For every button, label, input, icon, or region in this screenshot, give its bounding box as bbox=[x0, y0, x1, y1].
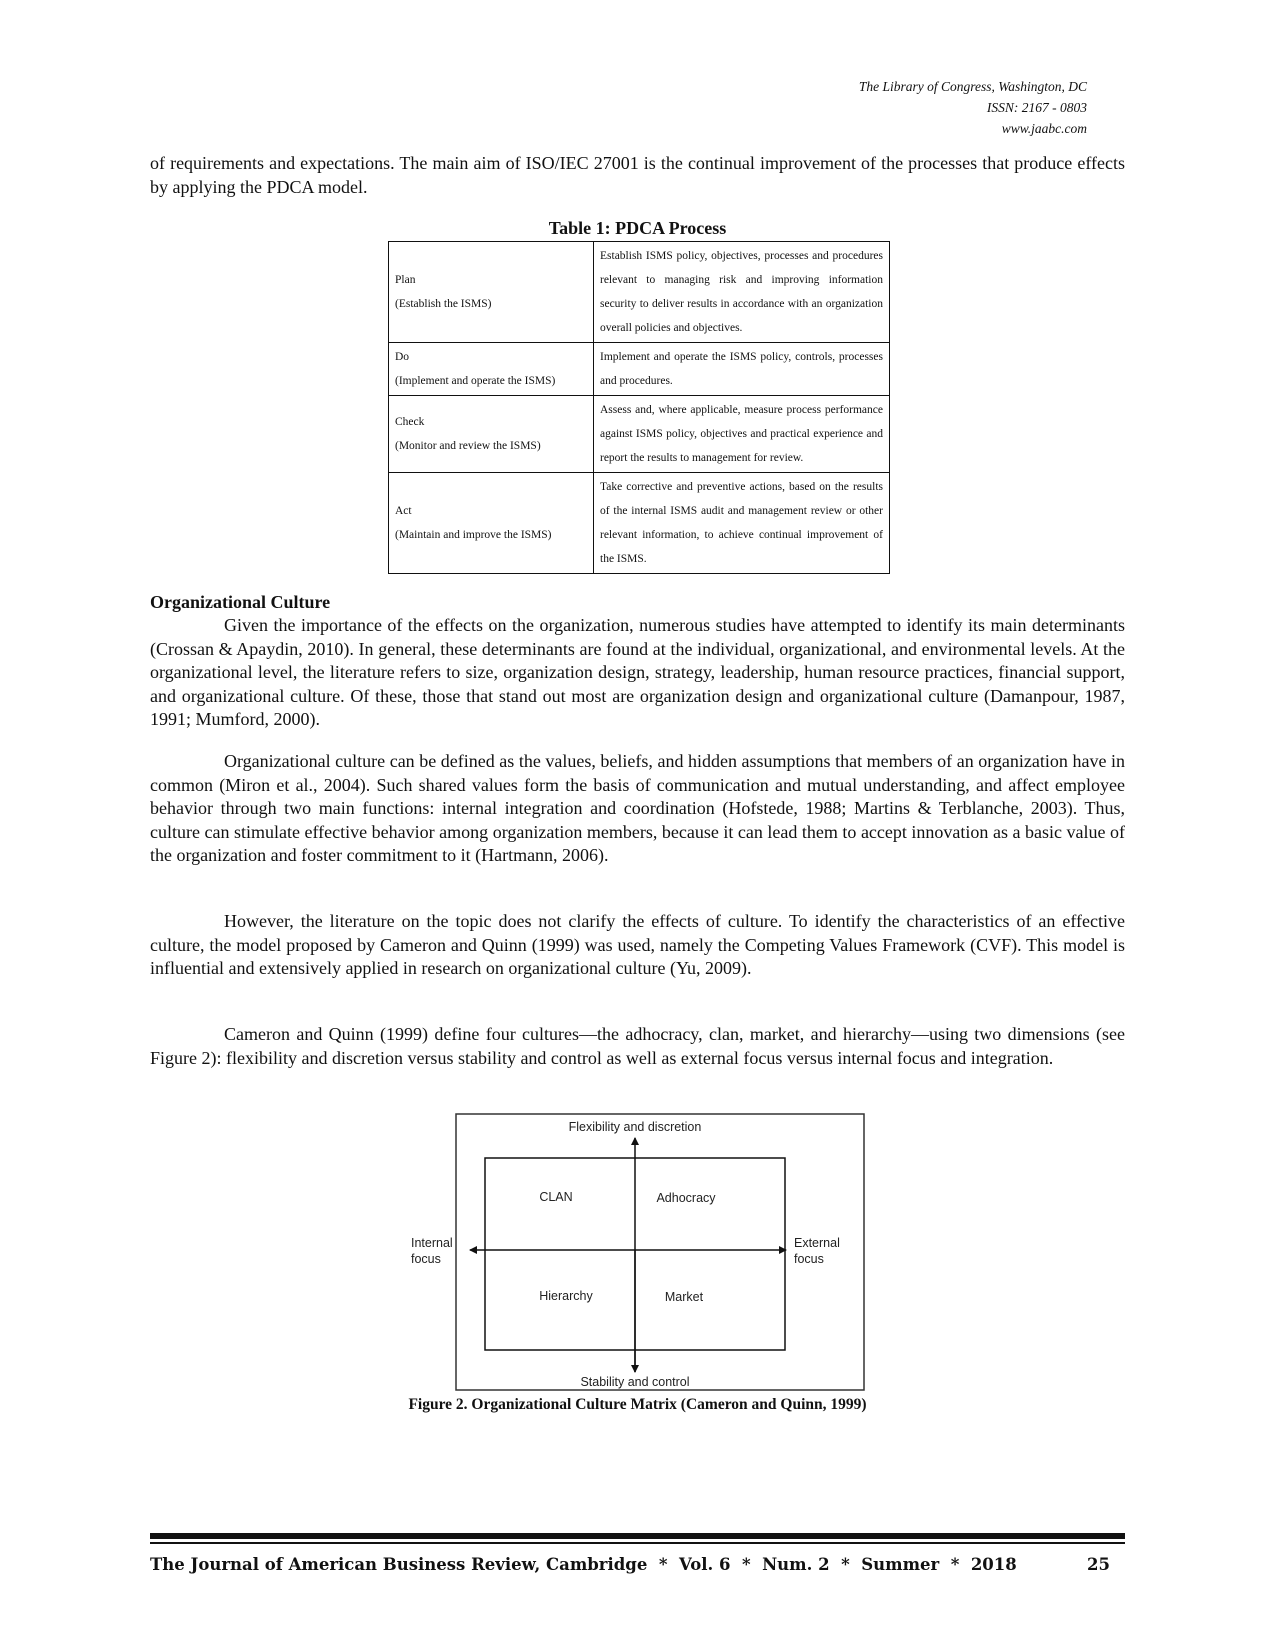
footer-journal: The Journal of American Business Review, Cambridge * Vol. 6 * Num. 2 * Summer * 2018 bbox=[150, 1555, 1017, 1574]
paragraph: Cameron and Quinn (1999) define four cultures—the adhocracy, clan, market, and hierarchy—using two dimensions (see Figure 2): flexibility and discretion versus stability and control as well as external focus versus internal focus and integration. bbox=[150, 1024, 1125, 1068]
culture-matrix-figure bbox=[408, 1110, 868, 1400]
page-number: 25 bbox=[1087, 1555, 1110, 1574]
stage-subtitle: (Establish the ISMS) bbox=[395, 298, 492, 310]
axis-label-bottom: Stability and control bbox=[580, 1375, 690, 1389]
paragraph: Organizational culture can be defined as the values, beliefs, and hidden assumptions that members of an organization have in common (Miron et al., 2004). Such shared values form the basis of communication and mutual understanding, and affect employee behavior through two main functions: internal integration and coordination (Hofstede, 1988; Martins & Terblanche, 2003). Thus, culture can stimulate effective behavior among organization members, because it can lead them to accept innovation as a basic value of the organization and foster commitment to it (Hartmann, 2006). bbox=[150, 751, 1125, 865]
axis-label-top: Flexibility and discretion bbox=[568, 1120, 702, 1134]
running-header bbox=[859, 76, 1087, 139]
stage-name: Act bbox=[395, 505, 412, 517]
quadrant-hierarchy: Hierarchy bbox=[539, 1289, 593, 1303]
pdca-table bbox=[388, 241, 890, 574]
quadrant-adhocracy: Adhocracy bbox=[656, 1191, 716, 1205]
stage-cell bbox=[389, 343, 594, 396]
paragraph: Given the importance of the effects on the organization, numerous studies have attempted to identify its main determinants (Crossan & Apaydin, 2010). In general, these determinants are found at the individual, organizational, and environmental levels. At the organizational level, the literature refers to size, organization design, strategy, leadership, human resource practices, financial support, and organizational culture. Of these, those that stand out most are organization design and organizational culture (Damanpour, 1987, 1991; Mumford, 2000). bbox=[150, 615, 1125, 729]
stage-subtitle: (Maintain and improve the ISMS) bbox=[395, 529, 552, 541]
section-heading: Organizational Culture bbox=[150, 592, 331, 612]
figure-caption: Figure 2. Organizational Culture Matrix (Cameron and Quinn, 1999) bbox=[408, 1396, 867, 1413]
stage-cell bbox=[389, 473, 594, 574]
stage-subtitle: (Implement and operate the ISMS) bbox=[395, 375, 556, 387]
axis-label-right-2: focus bbox=[794, 1252, 824, 1266]
stage-name: Do bbox=[395, 351, 410, 363]
table-row bbox=[389, 242, 890, 343]
stage-name: Plan bbox=[395, 274, 416, 286]
table-row bbox=[389, 473, 890, 574]
stage-description: Take corrective and preventive actions, based on the results of the internal ISMS audit and management review or other relevant information, to achieve continual improvement of the ISMS. bbox=[594, 473, 890, 574]
table-row bbox=[389, 343, 890, 396]
axis-label-right-1: External bbox=[794, 1236, 840, 1250]
axis-label-left-2: focus bbox=[411, 1252, 441, 1266]
footer bbox=[150, 1555, 1110, 1574]
stage-cell bbox=[389, 242, 594, 343]
stage-cell bbox=[389, 396, 594, 473]
stage-description: Establish ISMS policy, objectives, processes and procedures relevant to managing risk and improving information security to deliver results in accordance with an organization overall policies and objectives. bbox=[594, 242, 890, 343]
quadrant-clan: CLAN bbox=[539, 1190, 573, 1204]
stage-name: Check bbox=[395, 416, 425, 428]
table-title: Table 1: PDCA Process bbox=[548, 218, 727, 238]
header-website: www.jaabc.com bbox=[1001, 121, 1087, 136]
intro-paragraph: of requirements and expectations. The main aim of ISO/IEC 27001 is the continual improvement of the processes that produce effects by applying the PDCA model. bbox=[150, 153, 1125, 197]
stage-description: Assess and, where applicable, measure process performance against ISMS policy, objectives and practical experience and report the results to management for review. bbox=[594, 396, 890, 473]
quadrant-market: Market bbox=[664, 1290, 704, 1304]
header-issn: ISSN: 2167 - 0803 bbox=[986, 100, 1087, 115]
footer-rule-thick bbox=[150, 1533, 1125, 1539]
footer-rule-thin bbox=[150, 1542, 1125, 1544]
header-library: The Library of Congress, Washington, DC bbox=[858, 79, 1087, 94]
paragraph: However, the literature on the topic does not clarify the effects of culture. To identify the characteristics of an effective culture, the model proposed by Cameron and Quinn (1999) was used, namely the Competing Values Framework (CVF). This model is influential and extensively applied in research on organizational culture (Yu, 2009). bbox=[150, 911, 1125, 978]
stage-description: Implement and operate the ISMS policy, controls, processes and procedures. bbox=[594, 343, 890, 396]
table-row bbox=[389, 396, 890, 473]
stage-subtitle: (Monitor and review the ISMS) bbox=[395, 440, 541, 452]
axis-label-left-1: Internal bbox=[411, 1236, 453, 1250]
